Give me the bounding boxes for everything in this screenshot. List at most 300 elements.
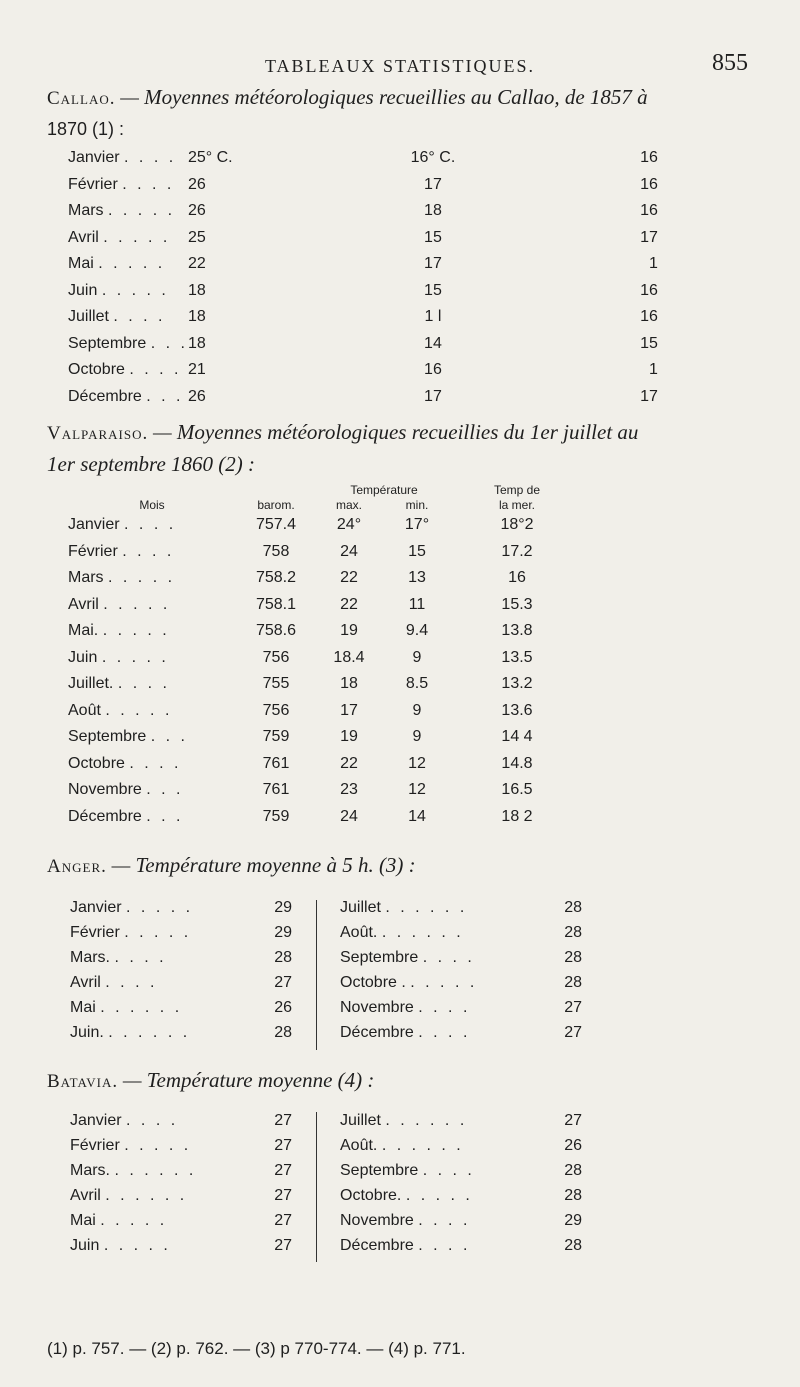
month-label: Avril [70,1187,101,1204]
barom-cell: 758 [262,542,290,560]
month-cell [340,1024,540,1049]
min-cell: 13 [408,569,426,587]
table-row [68,777,582,804]
callao-heading [47,82,762,145]
value-cell: 27 [274,974,292,991]
month-cell [340,1237,540,1262]
mois-header: Mois [139,497,165,512]
barom-cell: 759 [262,728,290,746]
month-cell [68,751,236,778]
valparaiso-place: Valparaiso. [47,423,149,444]
table-row [68,512,582,539]
leader-dots: . . . . . . [100,999,183,1016]
min-cell: 9.4 [405,622,429,640]
table-row [68,618,582,645]
value-cell-b: 17 [424,255,442,273]
month-label: Juillet [68,308,109,326]
value-cell: 27 [274,1237,292,1254]
month-cell [68,565,236,592]
list-item [340,999,582,1024]
table-row [68,804,582,831]
month-label: Décembre [68,807,142,825]
list-item [70,1162,292,1187]
month-cell [68,278,188,305]
max-cell: 22 [340,754,358,772]
leader-dots: . . . . . [100,1212,168,1229]
min-cell: 9 [412,648,422,666]
barom-header: barom. [257,497,295,512]
month-cell [70,1112,250,1137]
month-label: Juin [70,1237,100,1254]
leader-dots: . . . . [122,542,175,560]
value-cell-c: 16 [640,175,658,193]
leader-dots: . . . [146,807,184,825]
barom-cell: 758.2 [255,569,297,587]
mer-cell: 13.2 [501,675,533,693]
leader-dots: . . . . . . [108,1024,191,1041]
month-cell [70,1237,250,1262]
barom-cell: 756 [262,701,290,719]
value-cell: 27 [564,1112,582,1129]
value-cell-a: 21 [187,361,206,379]
leader-dots: . . . . . . [385,1112,468,1129]
month-label: Mars. [70,1162,110,1179]
leader-dots: . . . . . [124,924,192,941]
month-label: Novembre [68,781,142,799]
month-cell [70,949,250,974]
mer-cell: 16 [508,569,526,587]
leader-dots: . . . . [114,949,167,966]
month-cell [340,974,540,999]
month-cell [68,671,236,698]
month-label: Mars [68,202,104,220]
table-row [68,751,582,778]
leader-dots: . . . . . [102,622,170,640]
month-cell [70,1137,250,1162]
value-cell: 26 [564,1137,582,1154]
month-label: Février [68,175,118,193]
min-cell: 8.5 [405,675,429,693]
mer-cell: 13.5 [501,648,533,666]
list-item [340,1137,582,1162]
month-label: Février [70,1137,120,1154]
value-cell: 28 [564,1187,582,1204]
barom-cell: 758.1 [255,595,297,613]
temperature-header: Température [350,482,418,497]
leader-dots: . . . . [418,1212,471,1229]
value-cell-b: 15 [424,281,442,299]
value-cell: 28 [564,1237,582,1254]
callao-table [68,145,658,410]
month-label: Mai [70,1212,96,1229]
month-label: Mai [68,255,94,273]
month-cell [70,1162,250,1187]
table-row [68,592,582,619]
min-cell: 9 [412,728,422,746]
leader-dots: . . . . [422,1162,475,1179]
value-cell: 28 [274,1024,292,1041]
list-item [70,1187,292,1212]
leader-dots: . . . . . [405,1187,473,1204]
month-label: Janvier [68,149,120,167]
barom-cell: 756 [262,648,290,666]
valparaiso-heading-line2: 1er septembre 1860 (2) : [47,452,256,476]
month-label: Mai. [68,622,99,640]
month-cell [340,1162,540,1187]
month-label: Octobre [68,754,125,772]
month-label: Octobre [68,361,125,379]
list-item [340,1112,582,1137]
barom-cell: 761 [262,754,290,772]
month-label: Avril [68,228,99,246]
list-item [340,1237,582,1262]
list-item [70,1112,292,1137]
month-cell [70,974,250,999]
value-cell: 27 [274,1212,292,1229]
leader-dots: . . . . [122,175,175,193]
month-label: Décembre [68,387,142,405]
month-cell [340,924,540,949]
max-cell: 18 [340,675,358,693]
month-cell [70,1024,250,1049]
month-cell [70,1187,250,1212]
anger-left-column [70,899,292,1049]
month-label: Juin [68,648,98,666]
batavia-column-divider [316,1112,317,1262]
table-header-row [68,482,582,497]
barom-cell: 757.4 [255,516,297,534]
value-cell: 27 [274,1187,292,1204]
value-cell: 27 [274,1137,292,1154]
value-cell: 27 [274,1112,292,1129]
leader-dots: . . . . . [103,1237,171,1254]
mer-cell: 13.8 [501,622,533,640]
month-label: Décembre [340,1024,414,1041]
table-row [68,278,658,305]
batavia-heading [47,1065,762,1097]
list-item [70,999,292,1024]
footnote: (1) p. 757. — (2) p. 762. — (3) p 770-774. — (4) p. 771. [47,1339,466,1358]
list-item [340,1212,582,1237]
mer-cell: 14.8 [501,754,533,772]
barom-cell: 758.6 [255,622,297,640]
month-label: Septembre [68,728,147,746]
max-cell: 24 [340,807,358,825]
table-row [68,671,582,698]
min-cell: 11 [408,595,426,613]
list-item [70,924,292,949]
table-row [68,172,658,199]
list-item [340,974,582,999]
month-cell [70,924,250,949]
table-row [68,645,582,672]
leader-dots: . . . . [129,361,182,379]
value-cell-a: 18 [187,281,206,299]
value-cell-c: 17 [640,228,658,246]
leader-dots: . . . . . [126,899,194,916]
list-item [70,1212,292,1237]
table-row [68,565,582,592]
min-cell: 14 [408,807,426,825]
anger-place: Anger. [47,856,107,877]
month-cell [70,1212,250,1237]
month-cell [70,999,250,1024]
mer-cell: 18°2 [500,516,534,534]
table-header-row [68,497,582,512]
month-cell [68,357,188,384]
value-cell-b: 18 [424,202,442,220]
value-cell-c: 16 [640,149,658,167]
value-cell: 29 [274,924,292,941]
leader-dots: . . . . . [124,1137,192,1154]
value-cell-b: 16 [424,361,442,379]
max-cell: 24° [336,516,362,534]
table-row [68,304,658,331]
month-label: Juillet [340,1112,381,1129]
min-cell: 12 [408,754,426,772]
mer-cell: 18 2 [501,807,533,825]
table-row [68,331,658,358]
min-cell: 9 [412,701,422,719]
month-cell [68,304,188,331]
month-cell [68,592,236,619]
max-cell: 18.4 [333,648,365,666]
mer-cell: 16.5 [501,781,533,799]
value-cell-c: 17 [640,387,658,405]
table-row [68,145,658,172]
list-item [340,924,582,949]
month-label: Mai [70,999,96,1016]
list-item [340,1024,582,1049]
valparaiso-table [68,482,582,830]
value-cell-c: 16 [640,281,658,299]
batavia-left-column [70,1112,292,1262]
month-cell [340,899,540,924]
month-label: Septembre [340,949,419,966]
list-item [70,974,292,999]
batavia-place: Batavia. [47,1071,119,1092]
table-row [68,198,658,225]
anger-right-column [340,899,582,1049]
anger-column-divider [316,900,317,1050]
callao-heading-text: — Moyennes météorologiques recueillies au Callao, de 1857 à [120,85,648,109]
month-cell [68,512,236,539]
month-cell [340,1137,540,1162]
value-cell-a: 26 [187,175,206,193]
list-item [70,899,292,924]
value-cell: 26 [274,999,292,1016]
barom-cell: 755 [262,675,290,693]
value-cell-c: 16 [640,308,658,326]
value-cell: 27 [564,1024,582,1041]
header-spacer [236,482,316,497]
value-cell: 28 [564,974,582,991]
header-spacer [68,482,236,497]
max-cell: 22 [340,569,358,587]
month-cell [68,384,188,411]
month-label: Juillet. [68,675,114,693]
list-item [70,1024,292,1049]
month-label: Juin [68,281,98,299]
leader-dots: . . . . . . [381,924,464,941]
mer-cell: 14 4 [501,728,533,746]
month-label: Septembre [68,334,147,352]
min-header: min. [405,497,429,512]
list-item [70,949,292,974]
min-cell: 12 [408,781,426,799]
month-cell [68,172,188,199]
leader-dots: . . . . . [98,255,166,273]
value-cell-b: 1 l [424,308,442,326]
leader-dots: . . . . . [108,202,176,220]
value-cell-a: 18 [187,334,206,352]
value-cell-c: 1 [649,255,658,273]
value-cell-b: 16° C. [410,149,456,167]
value-cell: 27 [564,999,582,1016]
anger-heading [47,850,762,882]
month-cell [68,198,188,225]
month-label: Juin. [70,1024,104,1041]
month-label: Août. [340,1137,378,1154]
temp-mer-header: Temp de [493,482,541,497]
value-cell-b: 17 [424,175,442,193]
leader-dots: . . . [146,387,184,405]
leader-dots: . . . . [113,308,166,326]
barom-cell: 759 [262,807,290,825]
month-label: Décembre [340,1237,414,1254]
leader-dots: . . . [150,334,188,352]
month-label: Septembre [340,1162,419,1179]
month-label: Février [68,542,118,560]
month-cell [340,1212,540,1237]
value-cell: 28 [564,899,582,916]
max-cell: 17 [340,701,358,719]
mer-cell: 15.3 [501,595,533,613]
month-label: Octobre. [340,1187,402,1204]
value-cell-c: 1 [649,361,658,379]
valparaiso-heading [47,417,762,481]
value-cell-a: 18 [187,308,206,326]
barom-cell: 761 [262,781,290,799]
list-item [70,1237,292,1262]
leader-dots: . . . . [418,1237,471,1254]
value-cell: 28 [564,949,582,966]
max-cell: 24 [340,542,358,560]
list-item [340,949,582,974]
month-cell [340,1187,540,1212]
leader-dots: . . . . . [410,974,478,991]
value-cell: 28 [564,924,582,941]
value-cell: 28 [564,1162,582,1179]
callao-place: Callao. [47,88,116,109]
month-cell [68,251,188,278]
max-cell: 19 [340,622,358,640]
month-cell [68,539,236,566]
max-cell: 19 [340,728,358,746]
value-cell-a: 25 [187,228,206,246]
leader-dots: . . . . [124,149,177,167]
table-row [68,724,582,751]
leader-dots: . . . . . . [105,1187,188,1204]
value-cell-b: 14 [424,334,442,352]
leader-dots: . . . . . . [381,1137,464,1154]
leader-dots: . . . . [117,675,170,693]
anger-heading-text: — Température moyenne à 5 h. (3) : [111,853,416,877]
valparaiso-heading-text: — Moyennes météorologiques recueillies du 1er juillet au [152,420,639,444]
leader-dots: . . . . [105,974,158,991]
leader-dots: . . . . . [101,648,169,666]
list-item [70,1137,292,1162]
table-row [68,698,582,725]
leader-dots: . . . [146,781,184,799]
month-label: Août [68,701,101,719]
month-cell [340,1112,540,1137]
batavia-heading-text: — Température moyenne (4) : [122,1068,375,1092]
month-cell [340,999,540,1024]
leader-dots: . . . . . [103,228,171,246]
month-label: Avril [68,595,99,613]
month-label: Mars. [70,949,110,966]
leader-dots: . . . . . [105,701,173,719]
month-cell [68,645,236,672]
leader-dots: . . . . . [103,595,171,613]
table-row [68,251,658,278]
value-cell-c: 16 [640,202,658,220]
month-cell [68,698,236,725]
month-cell [68,145,188,172]
month-label: Janvier [70,1112,122,1129]
month-label: Novembre [340,999,414,1016]
leader-dots: . . . . . [101,281,169,299]
leader-dots: . . . . [126,1112,179,1129]
month-cell [68,724,236,751]
month-label: Février [70,924,120,941]
list-item [340,899,582,924]
month-label: Janvier [68,516,120,534]
month-label: Janvier [70,899,122,916]
leader-dots: . . . . [124,516,177,534]
month-cell [68,225,188,252]
min-cell: 15 [408,542,426,560]
leader-dots: . . . . [422,949,475,966]
batavia-right-column [340,1112,582,1262]
max-header: max. [335,497,362,512]
month-label: Avril [70,974,101,991]
temp-mer-header: la mer. [498,497,535,512]
month-cell [68,804,236,831]
leader-dots: . . . . [129,754,182,772]
month-label: Octobre . [340,974,406,991]
mer-cell: 13.6 [501,701,533,719]
leader-dots: . . . . [418,999,471,1016]
month-cell [340,949,540,974]
month-cell [68,777,236,804]
month-label: Novembre [340,1212,414,1229]
month-cell [68,618,236,645]
month-label: Mars [68,569,104,587]
table-row [68,384,658,411]
value-cell-b: 15 [424,228,442,246]
min-cell: 17° [404,516,430,534]
month-label: Juillet [340,899,381,916]
list-item [340,1187,582,1212]
running-title: TABLEAUX STATISTIQUES. [264,56,536,76]
month-label: Août. [340,924,378,941]
value-cell: 29 [564,1212,582,1229]
table-row [68,357,658,384]
leader-dots: . . . [150,728,188,746]
max-cell: 22 [340,595,358,613]
